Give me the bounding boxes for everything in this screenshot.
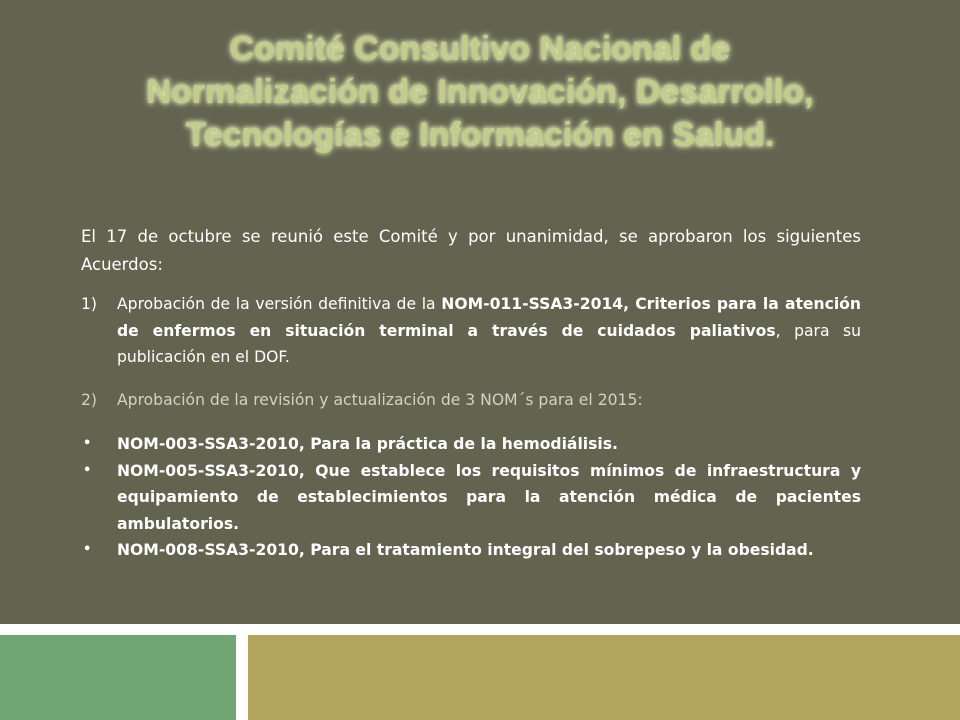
item-text: Aprobación de la revisión y actualización de 3 NOM´s para el 2015:: [117, 390, 643, 409]
agreements-list: [81, 291, 861, 413]
nom-item-003: [81, 431, 861, 458]
nom-text: NOM-005-SSA3-2010, Que establece los requisitos mínimos de infraestructura y equipamiento de establecimientos para la atención médica de pacientes ambulatorios.: [117, 461, 861, 533]
title-line-1: Comité Consultivo Nacional de: [229, 30, 731, 68]
title-line-2: Normalización de Innovación, Desarrollo,: [146, 73, 814, 111]
title-line-3: Tecnologías e Información en Salud.: [185, 116, 775, 154]
nom-item-005: [81, 458, 861, 538]
bullet-icon: •: [83, 462, 92, 478]
slide-body: [81, 223, 861, 564]
item-marker: 2): [81, 390, 98, 409]
nom-text: NOM-008-SSA3-2010, Para el tratamiento integral del sobrepeso y la obesidad.: [117, 541, 814, 559]
item-marker: 1): [81, 295, 98, 313]
footer-bar-olive: [248, 635, 960, 720]
slide-title: [40, 28, 920, 157]
intro-paragraph: El 17 de octubre se reunió este Comité y por unanimidad, se aprobaron los siguientes Acuerdos:: [81, 227, 861, 274]
nom-item-008: [81, 537, 861, 564]
footer-bar-green: [0, 635, 236, 720]
agreement-item-2: [81, 387, 861, 414]
nom-text: NOM-003-SSA3-2010, Para la práctica de la hemodiálisis.: [117, 435, 618, 453]
bullet-icon: •: [83, 542, 92, 557]
item-text-post: , para su publicación en el DOF.: [117, 321, 861, 366]
item-text-pre: Aprobación de la versión definitiva de la: [117, 295, 442, 313]
item-text-bold: NOM-011-SSA3-2014, Criterios para la atención de enfermos en situación terminal a través de cuidados paliativos: [117, 295, 862, 340]
agreement-item-1: [81, 291, 861, 371]
bullet-icon: •: [83, 436, 92, 451]
nom-list: [81, 431, 861, 564]
